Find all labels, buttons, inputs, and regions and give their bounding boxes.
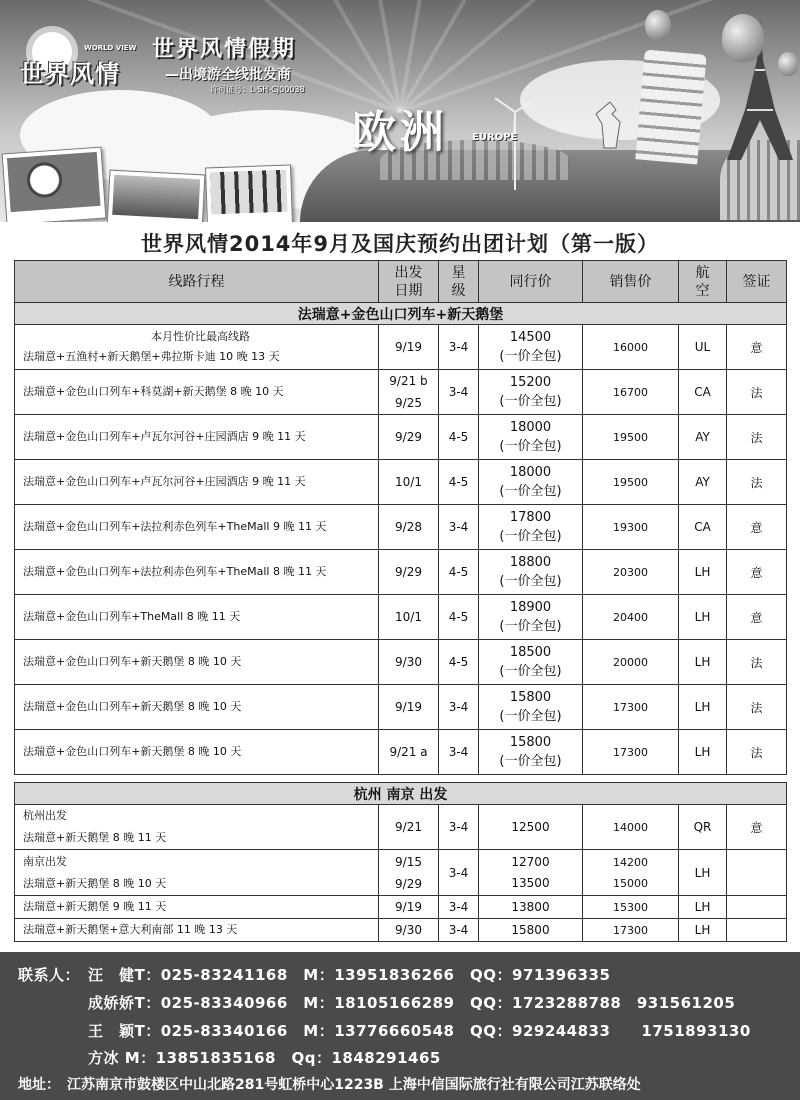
trade-price-cell: 13800 — [479, 896, 583, 919]
trade-price-cell: 18000 (一价全包) — [479, 460, 583, 505]
region-title-en: EUROPE — [472, 132, 518, 143]
photo-eiffel — [107, 170, 206, 222]
header-star: 星 级 — [439, 261, 479, 303]
route-cell: 法瑞意+金色山口列车+法拉利赤色列车+TheMall 9 晚 11 天 — [15, 505, 379, 550]
route-cell: 法瑞意+新天鹅堡+意大利南部 11 晚 13 天 — [15, 919, 379, 942]
star-cell: 3-4 — [439, 370, 479, 415]
sale-price-cell: 20000 — [583, 640, 679, 685]
visa-cell — [727, 850, 787, 896]
date-cell: 9/19 — [379, 685, 439, 730]
table-row — [15, 805, 787, 850]
table-header-row — [15, 261, 787, 303]
route-cell: 法瑞意+新天鹅堡 9 晚 11 天 — [15, 896, 379, 919]
airline-cell: LH — [679, 850, 727, 896]
visa-cell: 法 — [727, 685, 787, 730]
visa-cell: 意 — [727, 550, 787, 595]
date-cell: 10/1 — [379, 460, 439, 505]
airline-cell: UL — [679, 325, 727, 370]
table-row — [15, 460, 787, 505]
star-cell: 3-4 — [439, 325, 479, 370]
trade-price-cell: 18500 (一价全包) — [479, 640, 583, 685]
date-cell: 9/30 — [379, 640, 439, 685]
contact-line: 王 颖T：025-83340166 M：13776660548 QQ：929244833 1751893130 — [88, 1022, 751, 1040]
visa-cell: 法 — [727, 370, 787, 415]
trade-price-cell: 15200 (一价全包) — [479, 370, 583, 415]
logo-text: 世界风情 — [20, 60, 120, 88]
table-row — [15, 730, 787, 775]
trade-price-cell: 15800 (一价全包) — [479, 685, 583, 730]
trade-price-cell: 15800 — [479, 919, 583, 942]
airline-cell: LH — [679, 550, 727, 595]
table-row — [15, 415, 787, 460]
table-row — [15, 896, 787, 919]
star-cell: 3-4 — [439, 730, 479, 775]
table-row — [15, 919, 787, 942]
trade-price-cell: 18000 (一价全包) — [479, 415, 583, 460]
visa-cell: 意 — [727, 325, 787, 370]
airline-cell: LH — [679, 896, 727, 919]
header-sale-price: 销售价 — [583, 261, 679, 303]
license-number: 许可证号：L-SH-CJ00038 — [210, 85, 305, 94]
airline-cell: AY — [679, 460, 727, 505]
spacer-row — [15, 775, 787, 783]
trade-price-cell: 12500 — [479, 805, 583, 850]
header-visa: 签证 — [727, 261, 787, 303]
visa-cell: 法 — [727, 730, 787, 775]
contact-line: 汪 健T：025-83241168 M：13951836266 QQ：971396335 — [88, 966, 611, 984]
section-header-row — [15, 303, 787, 325]
region-title: 欧洲 — [352, 107, 448, 158]
leaning-tower-icon — [635, 50, 706, 165]
sale-price-cell: 19500 — [583, 415, 679, 460]
star-cell: 4-5 — [439, 415, 479, 460]
airline-cell: LH — [679, 685, 727, 730]
contact-line: 方冰 M：13851835168 Qq：1848291465 — [88, 1049, 441, 1067]
route-cell: 本月性价比最高线路 法瑞意+五渔村+新天鹅堡+弗拉斯卡迪 10 晚 13 天 — [15, 325, 379, 370]
hot-air-balloon-icon — [645, 10, 671, 40]
sale-price-cell: 19300 — [583, 505, 679, 550]
brand-logo — [18, 30, 138, 86]
star-cell: 3-4 — [439, 685, 479, 730]
sale-price-cell: 15300 — [583, 896, 679, 919]
star-cell: 3-4 — [439, 805, 479, 850]
star-cell: 4-5 — [439, 595, 479, 640]
section-title: 杭州 南京 出发 — [15, 783, 787, 805]
visa-cell: 意 — [727, 595, 787, 640]
visa-cell — [727, 919, 787, 942]
star-cell: 3-4 — [439, 919, 479, 942]
star-cell: 3-4 — [439, 896, 479, 919]
logo-subtext: WORLD VIEW — [84, 44, 137, 52]
sale-price-cell: 17300 — [583, 685, 679, 730]
sale-price-cell: 17300 — [583, 919, 679, 942]
table-row — [15, 505, 787, 550]
visa-cell: 法 — [727, 415, 787, 460]
table-row — [15, 640, 787, 685]
sale-price-cell: 17300 — [583, 730, 679, 775]
route-cell: 法瑞意+金色山口列车+TheMall 8 晚 11 天 — [15, 595, 379, 640]
section-header-row — [15, 783, 787, 805]
trade-price-cell: 12700 13500 — [479, 850, 583, 896]
route-cell: 法瑞意+金色山口列车+科莫湖+新天鹅堡 8 晚 10 天 — [15, 370, 379, 415]
date-cell: 9/21 — [379, 805, 439, 850]
route-cell: 法瑞意+金色山口列车+新天鹅堡 8 晚 10 天 — [15, 685, 379, 730]
table-row — [15, 370, 787, 415]
route-cell: 杭州出发 法瑞意+新天鹅堡 8 晚 11 天 — [15, 805, 379, 850]
visa-cell: 意 — [727, 505, 787, 550]
trade-price-cell: 18800 (一价全包) — [479, 550, 583, 595]
sale-price-cell: 16700 — [583, 370, 679, 415]
sale-price-cell: 20300 — [583, 550, 679, 595]
airline-cell: CA — [679, 370, 727, 415]
visa-cell: 法 — [727, 460, 787, 505]
table-row — [15, 550, 787, 595]
date-cell: 9/19 — [379, 325, 439, 370]
airline-cell: AY — [679, 415, 727, 460]
airline-cell: QR — [679, 805, 727, 850]
sale-price-cell: 16000 — [583, 325, 679, 370]
header-trade-price: 同行价 — [479, 261, 583, 303]
trade-price-cell: 18900 (一价全包) — [479, 595, 583, 640]
photo-clock — [2, 147, 107, 222]
date-cell: 9/21 a — [379, 730, 439, 775]
airline-cell: LH — [679, 919, 727, 942]
trade-price-cell: 15800 (一价全包) — [479, 730, 583, 775]
address: 地址： 江苏南京市鼓楼区中山北路281号虹桥中心1223B 上海中信国际旅行社有限公司江苏联络处 — [18, 1077, 641, 1093]
date-cell: 9/15 9/29 — [379, 850, 439, 896]
table-row — [15, 325, 787, 370]
statue-icon — [590, 100, 630, 150]
date-cell: 10/1 — [379, 595, 439, 640]
sale-price-cell: 19500 — [583, 460, 679, 505]
trade-price-cell: 17800 (一价全包) — [479, 505, 583, 550]
header-banner — [0, 0, 800, 222]
star-cell: 3-4 — [439, 850, 479, 896]
header-airline: 航 空 — [679, 261, 727, 303]
sale-price-cell: 20400 — [583, 595, 679, 640]
contact-line: 成娇娇T：025-83340966 M：18105166289 QQ：1723288788 931561205 — [88, 994, 736, 1012]
route-cell: 法瑞意+金色山口列车+法拉利赤色列车+TheMall 8 晚 11 天 — [15, 550, 379, 595]
photo-train — [205, 165, 293, 222]
date-cell: 9/21 b 9/25 — [379, 370, 439, 415]
star-cell: 4-5 — [439, 640, 479, 685]
star-cell: 4-5 — [439, 460, 479, 505]
hot-air-balloon-icon — [778, 52, 798, 76]
route-cell: 法瑞意+金色山口列车+卢瓦尔河谷+庄园酒店 9 晚 11 天 — [15, 415, 379, 460]
visa-cell — [727, 896, 787, 919]
date-cell: 9/29 — [379, 550, 439, 595]
airline-cell: LH — [679, 595, 727, 640]
airline-cell: LH — [679, 640, 727, 685]
date-cell: 9/28 — [379, 505, 439, 550]
contact-footer — [0, 952, 800, 1100]
sale-price-cell: 14200 15000 — [583, 850, 679, 896]
visa-cell: 意 — [727, 805, 787, 850]
date-cell: 9/19 — [379, 896, 439, 919]
airline-cell: CA — [679, 505, 727, 550]
contact-label: 联系人： — [18, 966, 81, 984]
star-cell: 4-5 — [439, 550, 479, 595]
table-row — [15, 850, 787, 896]
brand-subtitle: —出境游全线批发商 — [165, 67, 291, 83]
header-date: 出发 日期 — [379, 261, 439, 303]
date-cell: 9/29 — [379, 415, 439, 460]
sale-price-cell: 14000 — [583, 805, 679, 850]
table-row — [15, 685, 787, 730]
route-cell: 法瑞意+金色山口列车+新天鹅堡 8 晚 10 天 — [15, 640, 379, 685]
section-title: 法瑞意+金色山口列车+新天鹅堡 — [15, 303, 787, 325]
tour-schedule-table — [14, 260, 787, 942]
table-row — [15, 595, 787, 640]
route-cell: 法瑞意+金色山口列车+卢瓦尔河谷+庄园酒店 9 晚 11 天 — [15, 460, 379, 505]
hot-air-balloon-icon — [722, 14, 764, 62]
visa-cell: 法 — [727, 640, 787, 685]
header-route: 线路行程 — [15, 261, 379, 303]
trade-price-cell: 14500 (一价全包) — [479, 325, 583, 370]
star-cell: 3-4 — [439, 505, 479, 550]
route-cell: 法瑞意+金色山口列车+新天鹅堡 8 晚 10 天 — [15, 730, 379, 775]
date-cell: 9/30 — [379, 919, 439, 942]
airline-cell: LH — [679, 730, 727, 775]
page-title: 世界风情2014年9月及国庆预约出团计划（第一版） — [140, 232, 660, 256]
brand-title: 世界风情假期 — [152, 37, 297, 62]
route-cell: 南京出发 法瑞意+新天鹅堡 8 晚 10 天 — [15, 850, 379, 896]
